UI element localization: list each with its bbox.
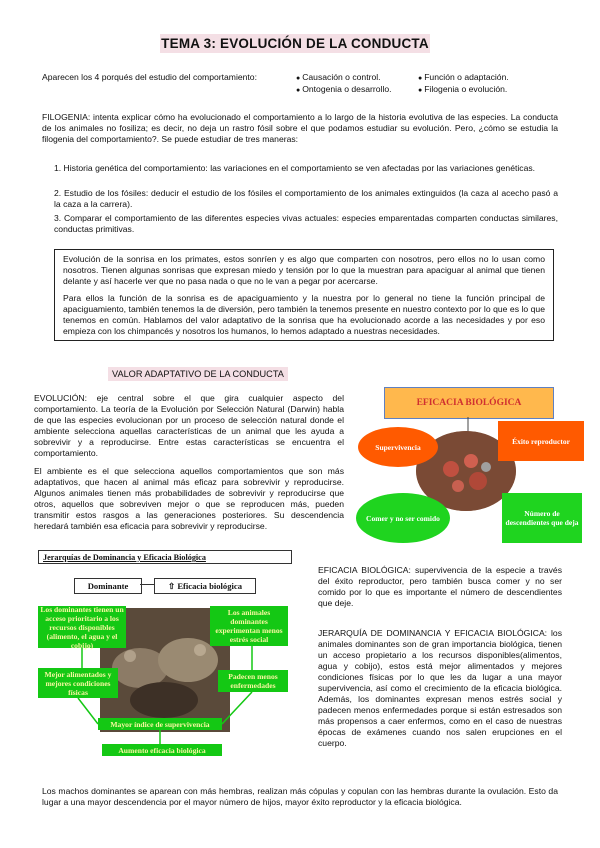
- jerarquia-diagram: [38, 550, 292, 765]
- filogenia-item-1: 1. Historia genética del comportamiento: las variaciones en el comportamiento se ven afectadas por las variaciones genéticas.: [54, 163, 536, 173]
- arrow-up-icon: ⇧: [167, 581, 176, 591]
- filogenia-item-3: 3. Comparar el comportamiento de las diferentes especies vivas actuales: especies emparentadas comparten conductas similares, conductas primitivas.: [54, 213, 558, 234]
- node-exito: Éxito reproductor: [498, 421, 584, 461]
- filogenia-item-2: 2. Estudio de los fósiles: deducir el estudio de los fósiles el comportamiento de los animales extinguidos (la caza al acecho pasó a la caza a la carrera).: [54, 188, 558, 209]
- box-supervivencia: Mayor índice de supervivencia: [98, 718, 222, 730]
- dominante-box: Dominante: [74, 578, 142, 594]
- bullet-funcion: ● Función o adaptación.: [418, 72, 509, 82]
- sonrisa-p2: Para ellos la función de la sonrisa es de apaciguamiento y la nuestra por lo general no tiene la función principal de apaciguamiento, también tenemos la de diversión, pero también la tenemos presente en nuestro contexto por lo que es lo que tenemos en común. Hablamos del valor adaptativo de la sonrisa que ha evolucionado acorde a las necesidades y por eso empieza con los chimpancés y nosotros los humanos, lo hemos adaptado a nuestras necesidades.: [63, 293, 545, 336]
- box-acceso-recursos: Los dominantes tienen un acceso prioritario a los recursos disponibles (alimento, el agua y el cobijo): [38, 606, 126, 648]
- closing-paragraph: Los machos dominantes se aparean con más hembras, realizan más cópulas y copulan con las hembras durante la ovulación. Esto da lugar a una mayor descendencia por el mayor número de hijos, mayor éxito reproductor y la eficacia biológica.: [42, 786, 558, 807]
- evolucion-term: EVOLUCIÓN:: [34, 393, 88, 403]
- filogenia-term: FILOGENIA:: [42, 112, 91, 122]
- evolucion-p1: EVOLUCIÓN: eje central sobre el que gira cualquier aspecto del comportamiento. La teoría de la Evolución por Selección Natural (Darwin) habla de que las especies evolucionan por un proceso de selección natural donde el ambiente selecciona aquellas características de un animal que les ayuda a sobrevivir y a reproducirse. Entre estas características se encuentra el comportamiento.: [34, 393, 344, 458]
- box-mejor-alimentados: Mejor alimentados y mejores condiciones físicas: [38, 668, 118, 698]
- box-menos-estres: Los animales dominantes experimentan menos estrés social: [210, 606, 288, 646]
- node-descendientes: Número de descendientes que deja: [502, 493, 582, 543]
- filogenia-paragraph: [42, 112, 558, 145]
- jerarquia-title: Jerarquías de Dominancia y Eficacia Biológica: [38, 550, 292, 564]
- eficacia-paragraph: EFICACIA BIOLÓGICA: supervivencia de la especie a través del éxito reproductor, pero también busca comer y no ser comido por lo que es importante el número de descendientes que deje.: [318, 565, 562, 608]
- jerarquia-connectors: [38, 550, 292, 765]
- evolucion-p2: El ambiente es el que selecciona aquellos comportamientos que son más adaptativos, que hacen al animal más eficaz para sobrevivir y reproducirse. Algunos animales tienen más probabilidades de sobrevivir y reproducirse que otros, aquellos que sobreviven mejor o que se reproducen más, pueden transmitir estos rasgos a las generaciones posteriores. Su descendencia heredará también esa eficacia para sobrevivir y reproducirse.: [34, 466, 344, 531]
- filogenia-text: intenta explicar cómo ha evolucionado el comportamiento a lo largo de la historia evolutiva de las especies. La conducta de los animales no fosiliza; es decir, no deja un rastro fósil sobre el que podamos estudiar su evolución. Pero, ¿cómo se estudia la filogenia del comportamiento?. Se puede estudiar de tres maneras:: [42, 112, 558, 144]
- jerarquia-term: JERARQUÍA DE DOMINANCIA Y EFICACIA BIOLÓGICA:: [318, 628, 548, 638]
- node-supervivencia: Supervivencia: [358, 427, 438, 467]
- eficacia-box: ⇧ Eficacia biológica: [154, 578, 256, 594]
- jerarquia-paragraph: JERARQUÍA DE DOMINANCIA Y EFICACIA BIOLÓGICA: los animales dominantes son de gran importancia biológica, tienen un acceso propietario a los recursos disponibles(alimentos, agua y cobijo), estos está mejor alimentados y mejores condiciones físicas por lo que les da lugar a una mayor supervivencia, así como el crecimiento de la eficacia biológica. Además, los dominantes expresan menos estrés social y padecen menos enfermedades porque si están estresados son más propensos a caer enfermos, como en el caso de nuestras épocas de exámenes cuando nos salen erupciones en el cuerpo.: [318, 628, 562, 748]
- page-title: TEMA 3: EVOLUCIÓN DE LA CONDUCTA: [161, 36, 429, 51]
- eficacia-diagram: [354, 385, 584, 545]
- node-comer: Comer y no ser comido: [356, 493, 450, 543]
- bullet-ontogenia: ● Ontogenia o desarrollo.: [296, 84, 392, 94]
- bullet-causacion: ● Causación o control.: [296, 72, 381, 82]
- intro-lead: Aparecen los 4 porqués del estudio del comportamiento:: [42, 72, 257, 82]
- eficacia-term: EFICACIA BIOLÓGICA:: [318, 565, 411, 575]
- eficacia-title: EFICACIA BIOLÓGICA: [384, 387, 554, 419]
- sonrisa-box: [54, 249, 554, 341]
- box-aumento-eficacia: Aumento eficacia biológica: [102, 744, 222, 756]
- box-menos-enfermedades: Padecen menos enfermedades: [218, 670, 288, 692]
- section-heading: VALOR ADAPTATIVO DE LA CONDUCTA: [108, 364, 288, 382]
- sonrisa-p1: Evolución de la sonrisa en los primates, estos sonríen y es algo que comparten con nosotros, pero ellos no lo usan como nosotros. Tienen algunas sonrisas que expresan miedo y tensión por lo que la muestran para apaciguar al animal que tienen delante y así hacerle ver que no pasa nada o que no le van a pegar por acercarse.: [63, 254, 545, 286]
- bullet-filogenia: ● Filogenia o evolución.: [418, 84, 507, 94]
